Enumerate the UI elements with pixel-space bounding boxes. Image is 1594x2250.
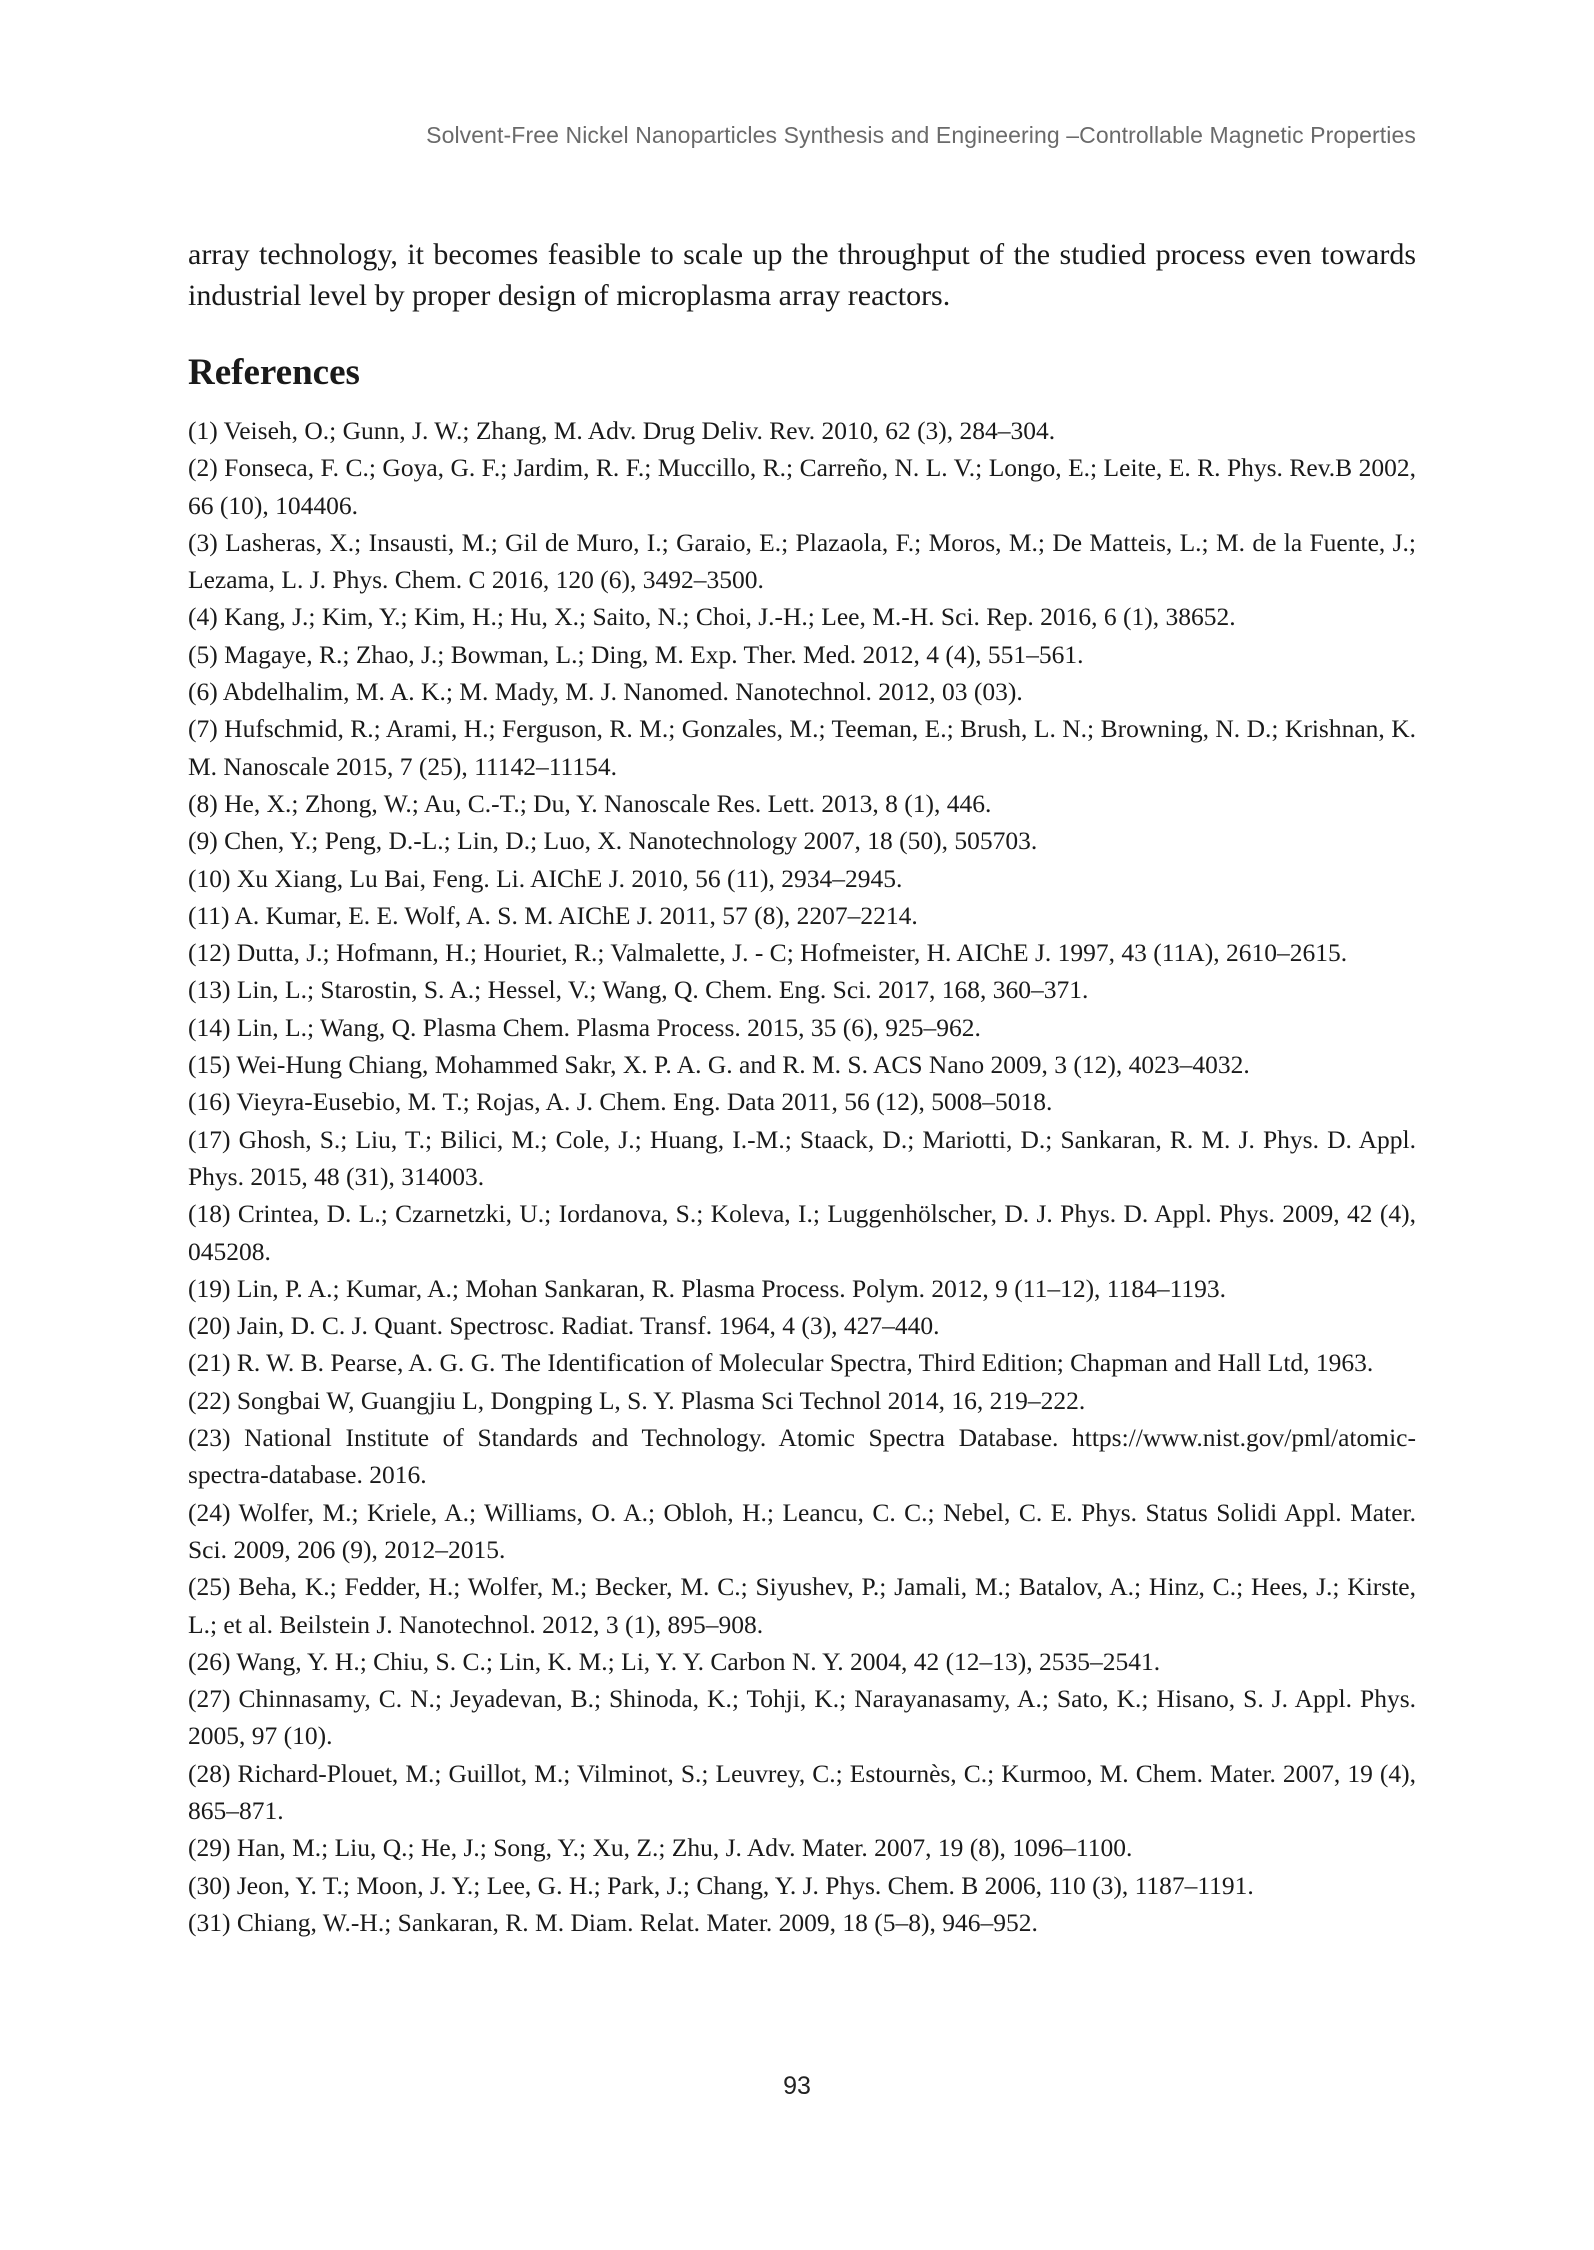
reference-item: (21) R. W. B. Pearse, A. G. G. The Identification of Molecular Spectra, Third Edition; Chapman and Hall Ltd, 1963.	[188, 1348, 1374, 1378]
reference-item: (9) Chen, Y.; Peng, D.-L.; Lin, D.; Luo, X. Nanotechnology 2007, 18 (50), 505703.	[188, 826, 1038, 856]
reference-item: (17) Ghosh, S.; Liu, T.; Bilici, M.; Cole, J.; Huang, I.-M.; Staack, D.; Mariotti, D.; Sankaran, R. M. J. Phys. D. Appl. Phys. 2015, 48 (31), 314003.	[188, 1124, 1416, 1191]
reference-item: (19) Lin, P. A.; Kumar, A.; Mohan Sankaran, R. Plasma Process. Polym. 2012, 9 (11–12), 1184–1193.	[188, 1273, 1227, 1303]
reference-item: (4) Kang, J.; Kim, Y.; Kim, H.; Hu, X.; Saito, N.; Choi, J.-H.; Lee, M.-H. Sci. Rep. 2016, 6 (1), 38652.	[188, 602, 1236, 632]
references-heading: References	[188, 352, 360, 393]
reference-item: (5) Magaye, R.; Zhao, J.; Bowman, L.; Ding, M. Exp. Ther. Med. 2012, 4 (4), 551–561.	[188, 639, 1084, 669]
reference-item: (18) Crintea, D. L.; Czarnetzki, U.; Iordanova, S.; Koleva, I.; Luggenhölscher, D. J. Phys. D. Appl. Phys. 2009, 42 (4), 045208.	[188, 1199, 1416, 1266]
reference-item: (14) Lin, L.; Wang, Q. Plasma Chem. Plasma Process. 2015, 35 (6), 925–962.	[188, 1012, 981, 1042]
reference-item: (7) Hufschmid, R.; Arami, H.; Ferguson, R. M.; Gonzales, M.; Teeman, E.; Brush, L. N.; Browning, N. D.; Krishnan, K. M. Nanoscale 2015, 7 (25), 11142–11154.	[188, 714, 1416, 781]
reference-item: (27) Chinnasamy, C. N.; Jeyadevan, B.; Shinoda, K.; Tohji, K.; Narayanasamy, A.; Sato, K.; Hisano, S. J. Appl. Phys. 2005, 97 (10).	[188, 1684, 1416, 1751]
reference-item: (30) Jeon, Y. T.; Moon, J. Y.; Lee, G. H.; Park, J.; Chang, Y. J. Phys. Chem. B 2006, 110 (3), 1187–1191.	[188, 1870, 1254, 1900]
reference-item: (28) Richard-Plouet, M.; Guillot, M.; Vilminot, S.; Leuvrey, C.; Estournès, C.; Kurmoo, M. Chem. Mater. 2007, 19 (4), 865–871.	[188, 1758, 1416, 1825]
page-content	[188, 234, 1416, 1941]
reference-item: (26) Wang, Y. H.; Chiu, S. C.; Lin, K. M.; Li, Y. Y. Carbon N. Y. 2004, 42 (12–13), 2535–2541.	[188, 1646, 1161, 1676]
reference-item: (29) Han, M.; Liu, Q.; He, J.; Song, Y.; Xu, Z.; Zhu, J. Adv. Mater. 2007, 19 (8), 1096–1100.	[188, 1833, 1133, 1863]
reference-item: (10) Xu Xiang, Lu Bai, Feng. Li. AIChE J. 2010, 56 (11), 2934–2945.	[188, 863, 903, 893]
reference-item: (8) He, X.; Zhong, W.; Au, C.-T.; Du, Y. Nanoscale Res. Lett. 2013, 8 (1), 446.	[188, 788, 992, 818]
reference-item: (16) Vieyra-Eusebio, M. T.; Rojas, A. J. Chem. Eng. Data 2011, 56 (12), 5008–5018.	[188, 1087, 1053, 1117]
running-header: Solvent-Free Nickel Nanoparticles Synthesis and Engineering –Controllable Magnetic Properties	[426, 122, 1416, 148]
page-number: 93	[783, 2072, 811, 2100]
body-paragraph: array technology, it becomes feasible to scale up the throughput of the studied process even towards industrial level by proper design of microplasma array reactors.	[188, 238, 1416, 312]
reference-item: (31) Chiang, W.-H.; Sankaran, R. M. Diam. Relat. Mater. 2009, 18 (5–8), 946–952.	[188, 1907, 1038, 1937]
reference-item: (15) Wei-Hung Chiang, Mohammed Sakr, X. P. A. G. and R. M. S. ACS Nano 2009, 3 (12), 4023–4032.	[188, 1050, 1250, 1080]
reference-item: (20) Jain, D. C. J. Quant. Spectrosc. Radiat. Transf. 1964, 4 (3), 427–440.	[188, 1311, 940, 1341]
reference-item: (12) Dutta, J.; Hofmann, H.; Houriet, R.; Valmalette, J. - C; Hofmeister, H. AIChE J. 1997, 43 (11A), 2610–2615.	[188, 938, 1348, 968]
reference-item: (11) A. Kumar, E. E. Wolf, A. S. M. AIChE J. 2011, 57 (8), 2207–2214.	[188, 900, 918, 930]
reference-item: (24) Wolfer, M.; Kriele, A.; Williams, O. A.; Obloh, H.; Leancu, C. C.; Nebel, C. E. Phys. Status Solidi Appl. Mater. Sci. 2009, 206 (9), 2012–2015.	[188, 1497, 1416, 1564]
reference-item: (13) Lin, L.; Starostin, S. A.; Hessel, V.; Wang, Q. Chem. Eng. Sci. 2017, 168, 360–371.	[188, 975, 1089, 1005]
reference-item: (25) Beha, K.; Fedder, H.; Wolfer, M.; Becker, M. C.; Siyushev, P.; Jamali, M.; Batalov, A.; Hinz, C.; Hees, J.; Kirste, L.; et al. Beilstein J. Nanotechnol. 2012, 3 (1), 895–908.	[188, 1572, 1416, 1639]
reference-item: (2) Fonseca, F. C.; Goya, G. F.; Jardim, R. F.; Muccillo, R.; Carreño, N. L. V.; Longo, E.; Leite, E. R. Phys. Rev.B 2002, 66 (10), 104406.	[188, 453, 1416, 520]
reference-list	[188, 412, 1416, 1941]
reference-item: (23) National Institute of Standards and Technology. Atomic Spectra Database. https://www.nist.gov/pml/atomic-spectra-database. 2016.	[188, 1423, 1416, 1490]
reference-item: (6) Abdelhalim, M. A. K.; M. Mady, M. J. Nanomed. Nanotechnol. 2012, 03 (03).	[188, 677, 1023, 707]
reference-item: (3) Lasheras, X.; Insausti, M.; Gil de Muro, I.; Garaio, E.; Plazaola, F.; Moros, M.; De Matteis, L.; M. de la Fuente, J.; Lezama, L. J. Phys. Chem. C 2016, 120 (6), 3492–3500.	[188, 527, 1416, 595]
reference-item: (1) Veiseh, O.; Gunn, J. W.; Zhang, M. Adv. Drug Deliv. Rev. 2010, 62 (3), 284–304.	[188, 416, 1056, 445]
reference-item: (22) Songbai W, Guangjiu L, Dongping L, S. Y. Plasma Sci Technol 2014, 16, 219–222.	[188, 1385, 1086, 1415]
